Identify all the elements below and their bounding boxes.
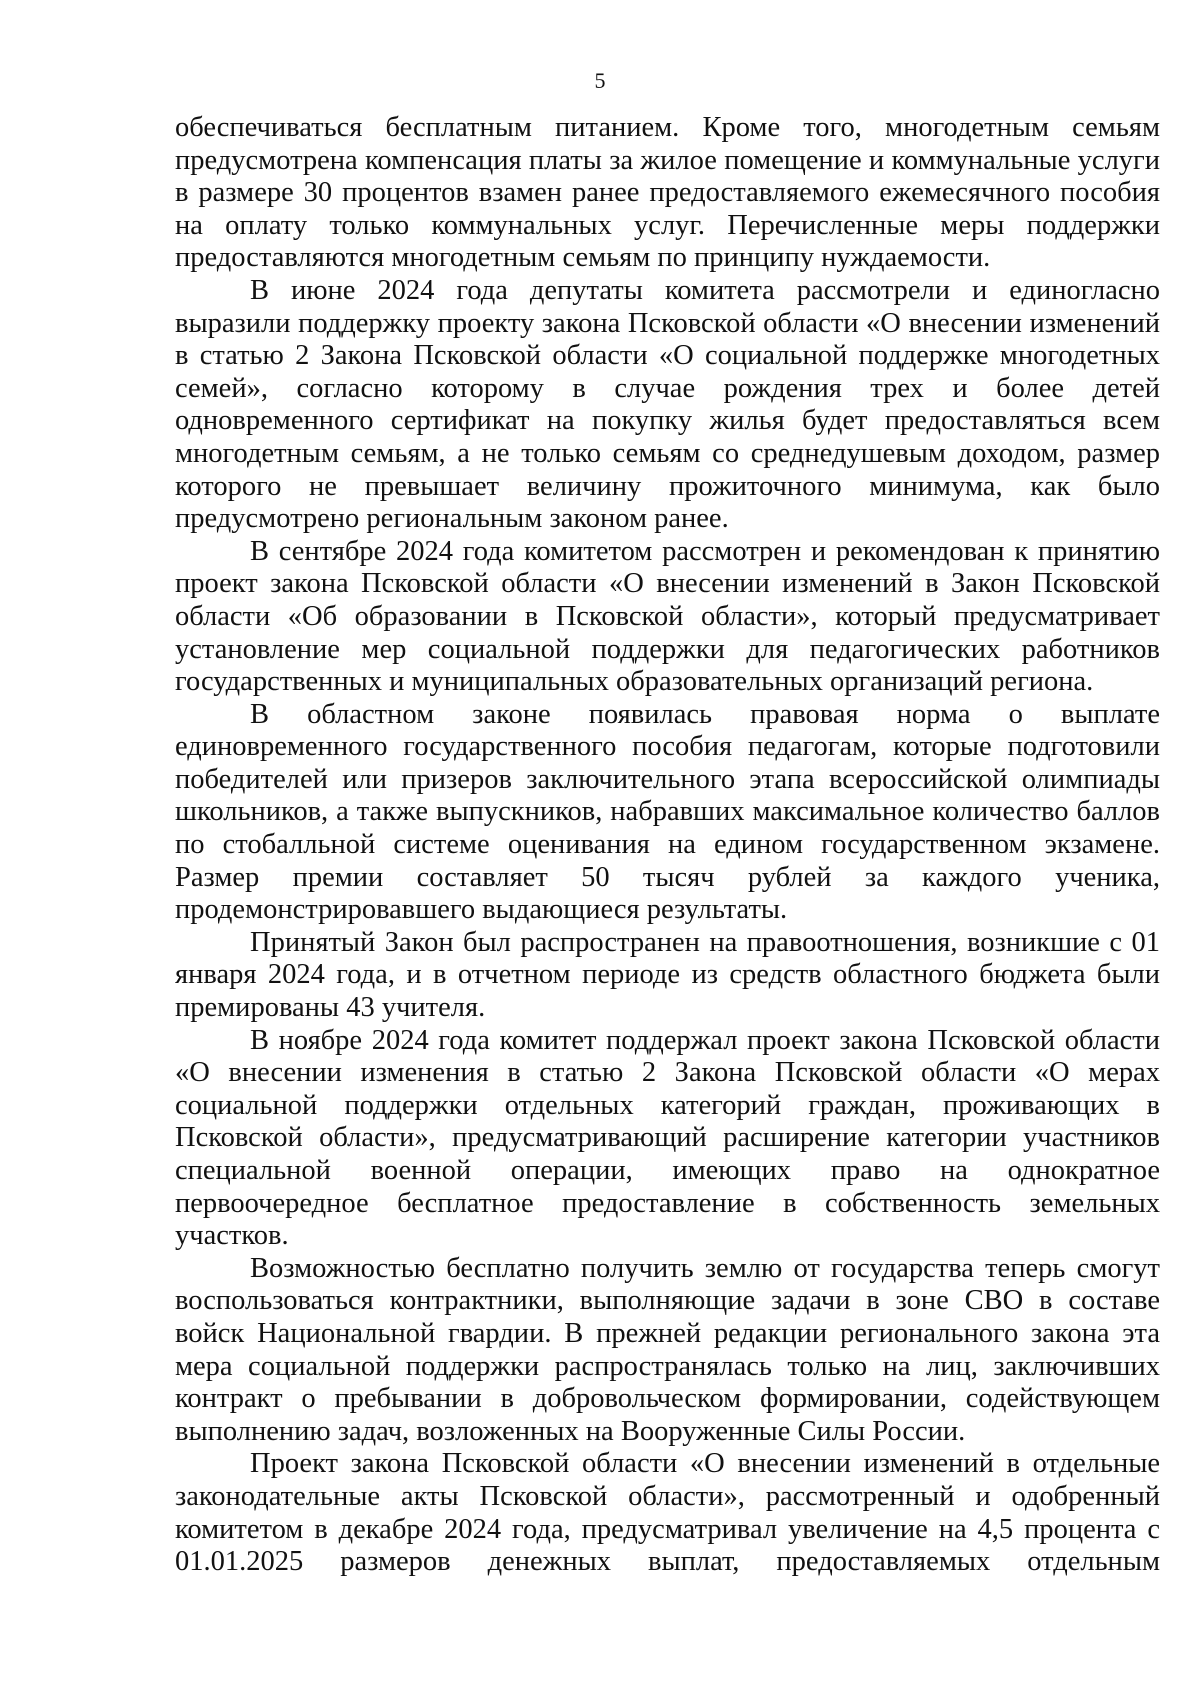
paragraph-6: В ноябре 2024 года комитет поддержал проект закона Псковской области «О внесении изменения в статью 2 Закона Псковской области «О мерах социальной поддержки отдельных категорий граждан, проживающих в Псковской области», предусматривающий расширение категории участников специальной военной операции, имеющих право на однократное первоочередное бесплатное предоставление в собственность земельных участков.	[175, 1024, 1160, 1252]
paragraph-5: Принятый Закон был распространен на правоотношения, возникшие с 01 января 2024 года, и в отчетном периоде из средств областного бюджета были премированы 43 учителя.	[175, 926, 1160, 1024]
document-body	[175, 112, 1160, 1579]
page-number: 5	[594, 68, 606, 93]
paragraph-8: Проект закона Псковской области «О внесении изменений в отдельные законодательные акты Псковской области», рассмотренный и одобренный комитетом в декабре 2024 года, предусматривал увеличение на 4,5 процента с 01.01.2025 размеров денежных выплат, предоставляемых отдельным	[175, 1448, 1160, 1578]
paragraph-2: В июне 2024 года депутаты комитета рассмотрели и единогласно выразили поддержку проекту закона Псковской области «О внесении изменений в статью 2 Закона Псковской области «О социальной поддержке многодетных семей», согласно которому в случае рождения трех и более детей одновременного сертификат на покупку жилья будет предоставляться всем многодетным семьям, а не только семьям со среднедушевым доходом, размер которого не превышает величину прожиточного минимума, как было предусмотрено региональным законом ранее.	[175, 274, 1160, 535]
paragraph-4: В областном законе появилась правовая норма о выплате единовременного государственного пособия педагогам, которые подготовили победителей или призеров заключительного этапа всероссийской олимпиады школьников, а также выпускников, набравших максимальное количество баллов по стобалльной системе оценивания на едином государственном экзамене. Размер премии составляет 50 тысяч рублей за каждого ученика, продемонстрировавшего выдающиеся результаты.	[175, 698, 1160, 926]
paragraph-3: В сентябре 2024 года комитетом рассмотрен и рекомендован к принятию проект закона Псковской области «О внесении изменений в Закон Псковской области «Об образовании в Псковской области», который предусматривает установление мер социальной поддержки для педагогических работников государственных и муниципальных образовательных организаций региона.	[175, 535, 1160, 698]
paragraph-7: Возможностью бесплатно получить землю от государства теперь смогут воспользоваться контрактники, выполняющие задачи в зоне СВО в составе войск Национальной гвардии. В прежней редакции регионального закона эта мера социальной поддержки распространялась только на лиц, заключивших контракт о пребывании в добровольческом формировании, содействующем выполнению задач, возложенных на Вооруженные Силы России.	[175, 1252, 1160, 1447]
paragraph-1: обеспечиваться бесплатным питанием. Кроме того, многодетным семьям предусмотрена компенсация платы за жилое помещение и коммунальные услуги в размере 30 процентов взамен ранее предоставляемого ежемесячного пособия на оплату только коммунальных услуг. Перечисленные меры поддержки предоставляются многодетным семьям по принципу нуждаемости.	[175, 112, 1160, 274]
